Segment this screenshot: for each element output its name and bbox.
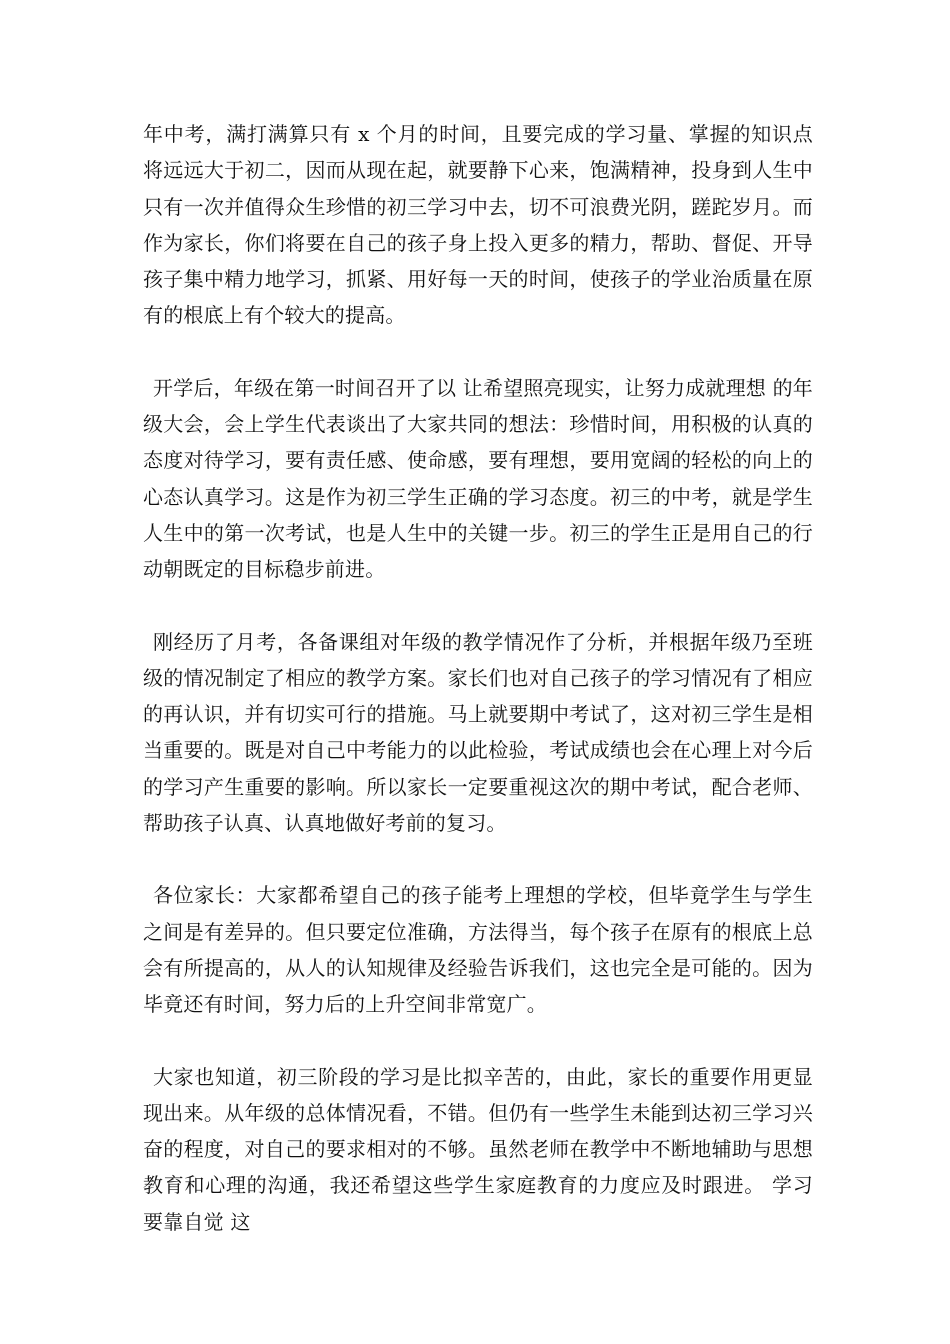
paragraph-5: 大家也知道，初三阶段的学习是比拟辛苦的，由此，家长的重要作用更显现出来。从年级的总体情况看，不错。但仍有一些学生未能到达初三学习兴奋的程度，对自己的要求相对的不够。虽然老师在教学中不断地辅助与思想教育和心理的沟通，我还希望这些学生家庭教育的力度应及时跟进。 学习要靠自觉 这 — [143, 1064, 813, 1234]
paragraph-2: 开学后，年级在第一时间召开了以 让希望照亮现实，让努力成就理想 的年级大会，会上学生代表谈出了大家共同的想法：珍惜时间，用积极的认真的态度对待学习，要有责任感、使命感，要有理想，要用宽阔的轻松的向上的心态认真学习。这是作为初三学生正确的学习态度。初三的中考，就是学生人生中的第一次考试，也是人生中的关键一步。初三的学生正是用自己的行动朝既定的目标稳步前进。 — [143, 375, 813, 582]
paragraph-4: 各位家长：大家都希望自己的孩子能考上理想的学校，但毕竟学生与学生之间是有差异的。但只要定位准确，方法得当，每个孩子在原有的根底上总会有所提高的，从人的认知规律及经验告诉我们，这也完全是可能的。因为毕竟还有时间，努力后的上升空间非常宽广。 — [143, 883, 813, 1017]
paragraph-1: 年中考，满打满算只有 x 个月的时间，且要完成的学习量、掌握的知识点将远远大于初二，因而从现在起，就要静下心来，饱满精神，投身到人生中只有一次并值得众生珍惜的初三学习中去，切不可浪费光阴，蹉跎岁月。而作为家长，你们将要在自己的孩子身上投入更多的精力，帮助、督促、开导孩子集中精力地学习，抓紧、用好每一天的时间，使孩子的学业治质量在原有的根底上有个较大的提高。 — [143, 122, 813, 328]
paragraph-3: 刚经历了月考，各备课组对年级的教学情况作了分析，并根据年级乃至班级的情况制定了相应的教学方案。家长们也对自己孩子的学习情况有了相应的再认识，并有切实可行的措施。马上就要期中考试了，这对初三学生是相当重要的。既是对自己中考能力的以此检验，考试成绩也会在心理上对今后的学习产生重要的影响。所以家长一定要重视这次的期中考试，配合老师、帮助孩子认真、认真地做好考前的复习。 — [143, 629, 813, 836]
document-body — [143, 116, 813, 1240]
